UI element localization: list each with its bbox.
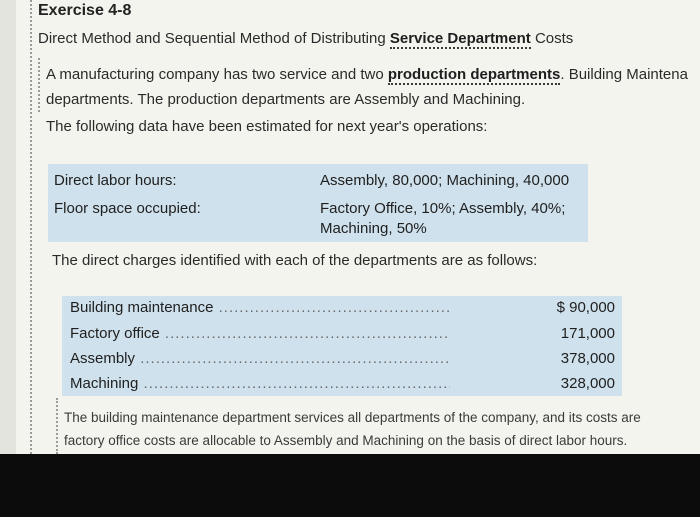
charge-value: 378,000 — [560, 350, 615, 367]
service-department-link[interactable]: Service Department — [389, 30, 531, 47]
intro-text — [46, 62, 688, 112]
intro-line-2: departments. The production departments are Assembly and Machining. — [46, 91, 526, 108]
allocation-bases-table — [48, 164, 588, 242]
intro-line-1-suffix: . Building Maintena — [560, 66, 688, 83]
exercise-title: Exercise 4-8 — [38, 2, 132, 19]
table-row — [70, 350, 615, 372]
closing-line-1: The building maintenance department services all departments of the company, and its costs are — [64, 410, 641, 425]
floor-space-value-line-2: Machining, 50% — [320, 220, 427, 237]
closing-line-2: factory office costs are allocable to Assembly and Machining on the basis of direct labor hours. — [64, 433, 628, 448]
charge-label: Assembly ..... — [70, 350, 450, 367]
direct-labor-value: Assembly, 80,000; Machining, 40,000 — [320, 172, 570, 189]
floor-space-value-line-1: Factory Office, 10%; Assembly, 40%; — [320, 200, 566, 217]
direct-charges-text: The direct charges identified with each of the departments are as follows: — [52, 252, 538, 269]
exercise-subtitle — [38, 30, 573, 47]
charge-value: $ 90,000 — [556, 299, 615, 316]
intro-line-1 — [46, 62, 688, 87]
floor-space-label: Floor space occupied: — [54, 200, 201, 217]
margin-rule — [30, 0, 32, 454]
floor-space-value — [320, 199, 565, 239]
estimate-text: The following data have been estimated for next year's operations: — [46, 118, 488, 135]
charge-value: 328,000 — [560, 375, 615, 392]
intro-paragraph — [38, 58, 700, 112]
charge-label: Machining ..... — [70, 375, 450, 392]
direct-charges-table — [62, 296, 622, 396]
charge-value: 171,000 — [560, 325, 615, 342]
subtitle-prefix: Direct Method and Sequential Method of Distributing — [38, 30, 390, 47]
table-row — [70, 299, 615, 321]
closing-text — [64, 406, 641, 452]
table-row — [70, 375, 615, 397]
production-departments-link[interactable]: production departments — [387, 66, 561, 83]
charge-label: Building maintenance ..... — [70, 299, 450, 316]
closing-paragraph — [56, 398, 700, 454]
direct-labor-label: Direct labor hours: — [54, 172, 177, 189]
monitor-bezel — [0, 454, 700, 517]
table-row — [70, 325, 615, 347]
charge-label: Factory office ..... — [70, 325, 450, 342]
intro-line-1-prefix: A manufacturing company has two service and two — [46, 66, 388, 83]
subtitle-suffix: Costs — [530, 30, 574, 47]
